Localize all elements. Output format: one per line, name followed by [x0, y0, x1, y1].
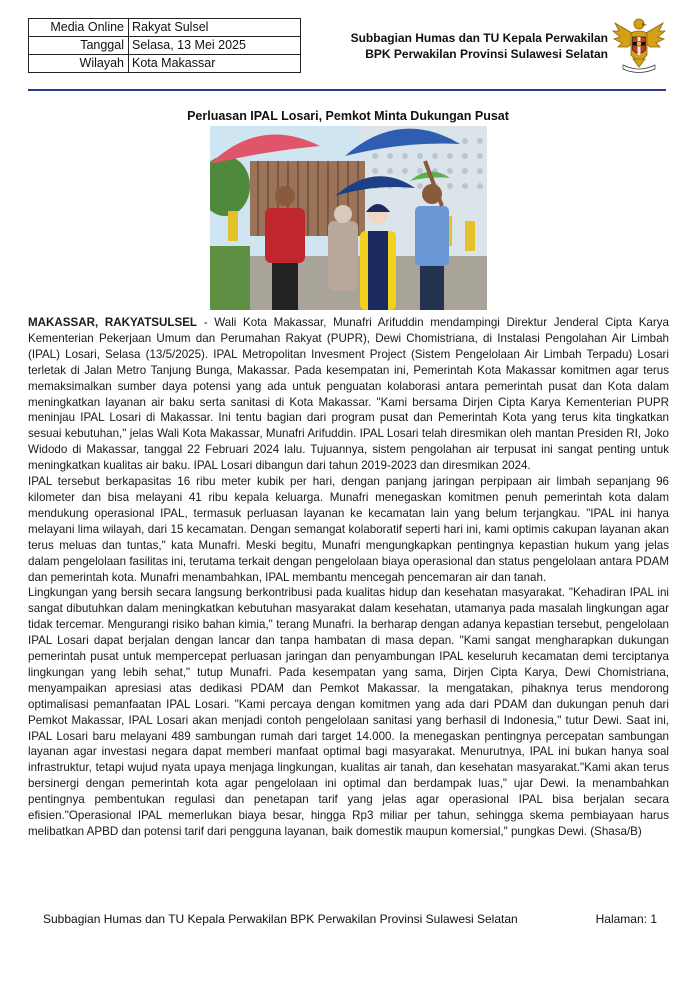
footer-page-number: Halaman: 1 — [595, 912, 657, 926]
office-line-1: Subbagian Humas dan TU Kepala Perwakilan — [350, 31, 608, 45]
clipping-meta-table — [28, 18, 301, 73]
meta-row-media — [29, 19, 301, 37]
garuda-emblem-icon — [611, 15, 667, 73]
article-paragraph-1 — [28, 315, 669, 474]
media-label: Media Online — [29, 19, 129, 37]
article-dateline: MAKASSAR, RAKYATSULSEL — [28, 316, 198, 329]
article-photo — [210, 126, 487, 310]
region-label: Wilayah — [29, 55, 129, 73]
region-value: Kota Makassar — [129, 55, 301, 73]
footer-office: Subbagian Humas dan TU Kepala Perwakilan BPK Perwakilan Provinsi Sulawesi Selatan — [43, 912, 518, 926]
article-paragraph-1-text: - Wali Kota Makassar, Munafri Arifuddin mendampingi Direktur Jenderal Cipta Karya Kementerian Pekerjaan Umum dan Perumahan Rakyat (PUPR), Dewi Chomistriana, di Instalasi Pengolahan Air Limbah (IPAL) Losari, Selasa (13/5/2025). IPAL Metropolitan Invesment Project (Sistem Pengelolaan Air Limbah Terpadu) Losari terletak di Jalan Metro Tanjung Bunga, Makassar. Pada kesempatan ini, Pemerintah Kota Makassar komitmen agar terus memaksimalkan sumber daya potensi yang ada untuk penguatan kolaborasi antara pemerintah pusat dan Kota dalam meningkatkan layanan air baku serta sanitasi di Kota Makassar. "Kami bersama Dirjen Cipta Karya Kementerian PUPR meninjau IPAL Losari di Makassar. Ini tentu bagian dari program pusat dan Pemerintah Kota yang terus kita tingkatkan sesuai kebutuhan," jelas Wali Kota Makassar, Munafri Arifuddin. IPAL Losari telah diresmikan oleh mantan Presiden RI, Joko Widodo di Makassar, tanggal 22 Februari 2024 lalu. Tujuannya, sistem pengolahan air terpusat ini sangat penting untuk meningkatkan kualitas air baku. IPAL Losari dibangun dari tahun 2019-2023 dan diresmikan 2024. — [28, 316, 669, 473]
article-title: Perluasan IPAL Losari, Pemkot Minta Dukungan Pusat — [187, 109, 509, 123]
article-paragraph-3: Lingkungan yang bersih secara langsung berkontribusi pada kualitas hidup dan kesehatan masyarakat. "Kehadiran IPAL ini sangat dibutuhkan dalam meningkatkan kebutuhan masyarakat dalam kesehatan, utamanya pada masalah lingkungan agar tidak tercemar. Mengurangi risiko bahan kimia," terang Munafri. Ia berharap dengan adanya kepastian tersebut, pengelolaan IPAL Losari dapat berjalan dengan lancar dan tanpa hambatan di masa depan. "Kami sangat mengharapkan dukungan pemerintah pusat untuk mempercepat perluasan jaringan dan penyambungan IPAL keseluruh kecamatan demi terciptanya lingkungan yang lebih sehat," tutup Munafri. Pada kesempatan yang sama, Dirjen Cipta Karya, Dewi Chomistriana, menyampaikan apresiasi atas dedikasi PDAM dan Pemkot Makassar. Ia mengatakan, pihaknya terus mendorong optimalisasi pemanfaatan IPAL Losari. "Kami percaya dengan komitmen yang ada dari PDAM dan dukungan penuh dari Pemkot Makassar, IPAL Losari akan menjadi contoh pengelolaan sanitasi yang berhasil di Indonesia," tutur Dewi. Saat ini, IPAL Losari baru melayani 489 sambungan rumah dari target 14.000. Ia menegaskan pentingnya percepatan sambungan layanan agar investasi negara dapat memberi manfaat optimal bagi masyarakat. Menurutnya, IPAL ini bukan hanya soal infrastruktur, tetapi wujud nyata upaya menjaga lingkungan, kualitas air tanah, dan kesehatan masyarakat."Kami akan terus bersinergi dengan pemerintah kota agar pengelolaan ini optimal dan berdampak luas," ujar Dewi. Ia menambahkan pentingnya pembentukan regulasi dan penetapan tarif yang jelas agar operasional IPAL bisa berjalan secara efisien."Operasional IPAL memerlukan biaya besar, hingga Rp3 miliar per tahun, sehingga skema pembiayaan harus melibatkan APBD dan potensi tarif dari pengguna layanan, baik domestik maupun komersial," pungkas Dewi. (Shasa/B) — [28, 586, 669, 838]
article-body — [28, 315, 669, 840]
meta-row-region — [29, 55, 301, 73]
article-paragraph-2: IPAL tersebut berkapasitas 16 ribu meter kubik per hari, dengan panjang jaringan perpipaan air limbah sepanjang 96 kilometer dan bisa melayani 41 ribu kepala keluarga. Munafri menegaskan komitmen penuh pemerintah kota dalam mendukung operasional IPAL, termasuk perluasan layanan ke kecamatan lain yang belum terjangkau. "IPAL ini hanya melayani lima wilayah, dari 15 kecamatan. Dengan semangat kolaboratif seperti hari ini, kami optimis cakupan layanan akan terus meluas dan tuntas," kata Munafri. Meski begitu, Munafri mengungkapkan pentingnya kepastian hukum yang jelas dalam pengelolaan fasilitas ini, terutama terkait dengan pengelolaan biaya operasional dan status pengelolaan antara PDAM dan pemerintah kota. Munafri menambahkan, IPAL membantu mencegah pencemaran air dan tanah. — [28, 475, 669, 584]
date-label: Tanggal — [29, 37, 129, 55]
header-divider — [28, 89, 666, 91]
meta-row-date — [29, 37, 301, 55]
date-value: Selasa, 13 Mei 2025 — [129, 37, 301, 55]
media-value: Rakyat Sulsel — [129, 19, 301, 37]
office-line-2: BPK Perwakilan Provinsi Sulawesi Selatan — [365, 47, 608, 61]
office-header — [351, 30, 608, 62]
